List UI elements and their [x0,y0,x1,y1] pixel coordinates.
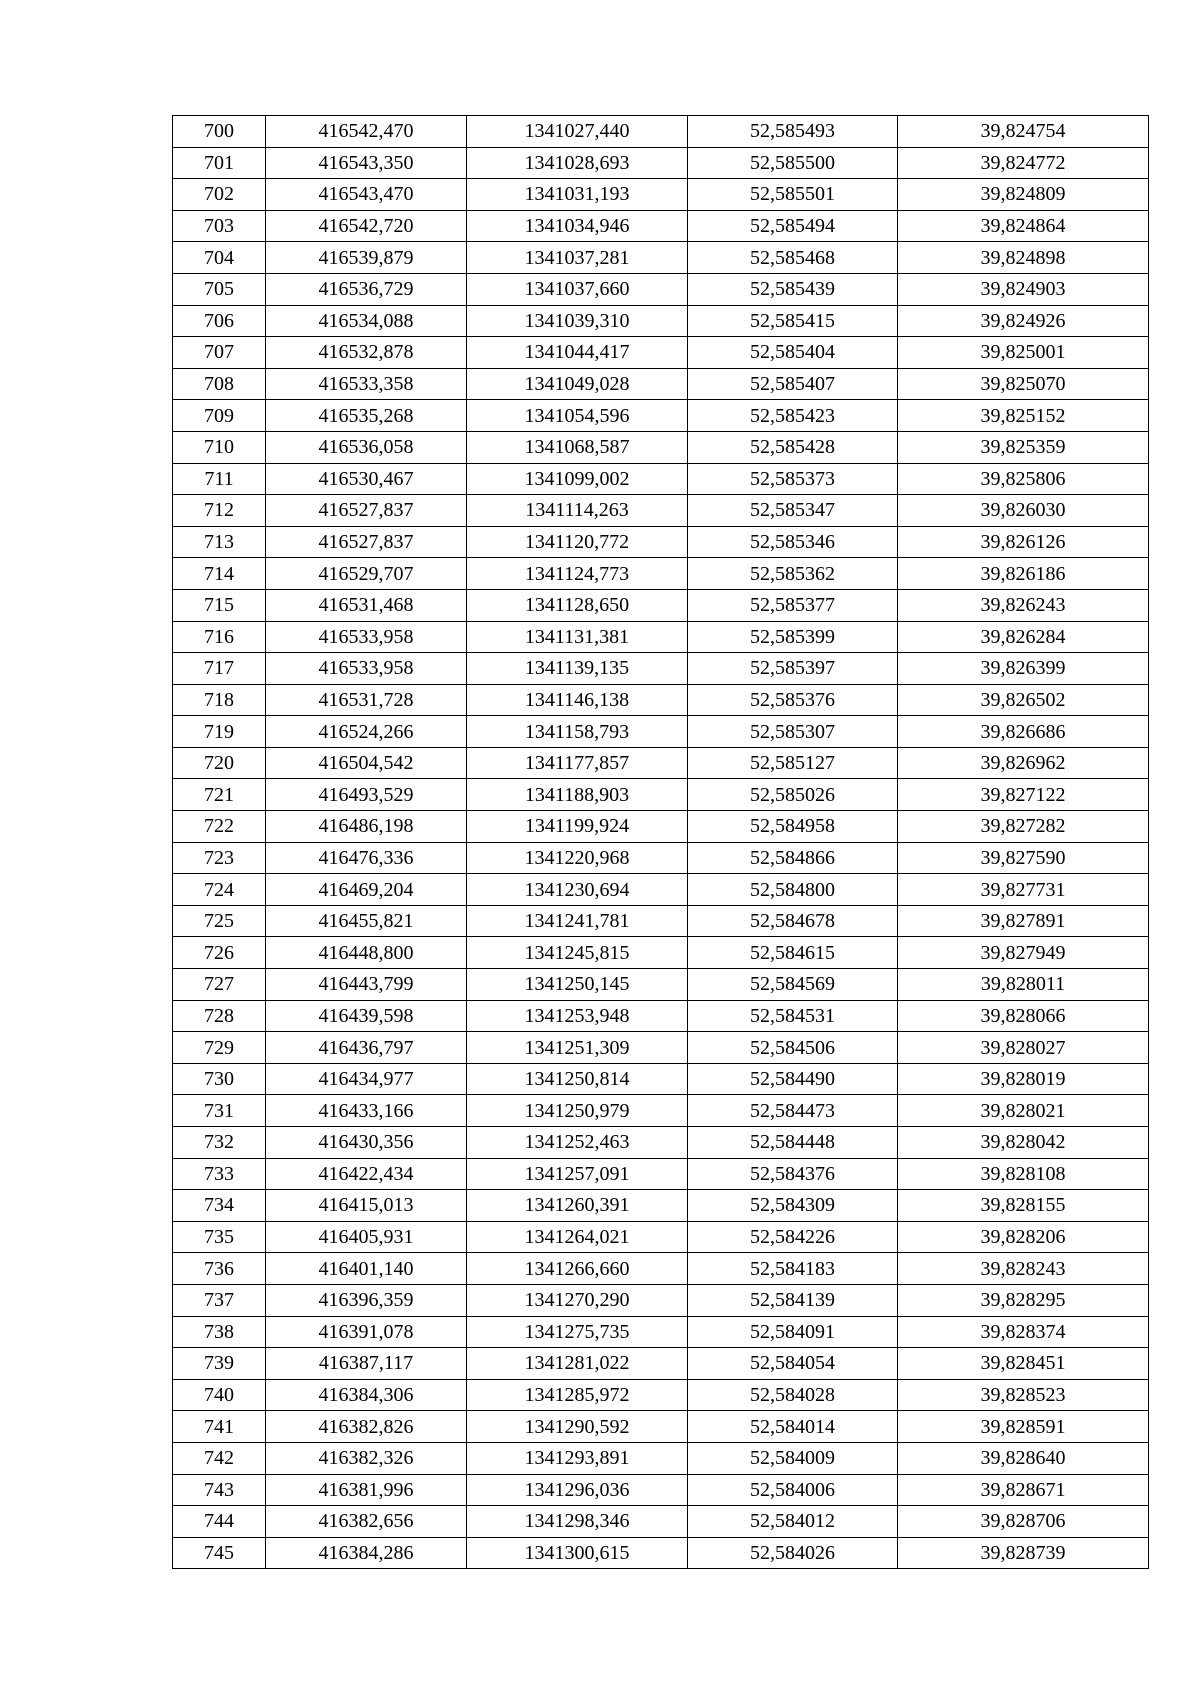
longitude-cell: 39,828671 [898,1474,1149,1506]
y-coordinate-cell: 1341230,694 [467,874,688,906]
longitude-cell: 39,828027 [898,1032,1149,1064]
latitude-cell: 52,584506 [688,1032,898,1064]
x-coordinate-cell: 416493,529 [266,779,467,811]
table-row [173,558,1149,590]
y-coordinate-cell: 1341250,814 [467,1063,688,1095]
latitude-cell: 52,584226 [688,1221,898,1253]
table-row [173,526,1149,558]
latitude-cell: 52,584006 [688,1474,898,1506]
y-coordinate-cell: 1341250,145 [467,969,688,1001]
x-coordinate-cell: 416455,821 [266,905,467,937]
y-coordinate-cell: 1341260,391 [467,1190,688,1222]
point-number-cell: 718 [173,684,266,716]
longitude-cell: 39,828108 [898,1158,1149,1190]
table-row [173,242,1149,274]
y-coordinate-cell: 1341099,002 [467,463,688,495]
point-number-cell: 729 [173,1032,266,1064]
longitude-cell: 39,828706 [898,1506,1149,1538]
latitude-cell: 52,585500 [688,147,898,179]
latitude-cell: 52,585347 [688,495,898,527]
point-number-cell: 712 [173,495,266,527]
table-row [173,368,1149,400]
latitude-cell: 52,584569 [688,969,898,1001]
y-coordinate-cell: 1341128,650 [467,589,688,621]
x-coordinate-cell: 416434,977 [266,1063,467,1095]
latitude-cell: 52,585494 [688,210,898,242]
x-coordinate-cell: 416543,470 [266,179,467,211]
longitude-cell: 39,826399 [898,653,1149,685]
y-coordinate-cell: 1341139,135 [467,653,688,685]
y-coordinate-cell: 1341253,948 [467,1000,688,1032]
longitude-cell: 39,828591 [898,1411,1149,1443]
longitude-cell: 39,824864 [898,210,1149,242]
point-number-cell: 732 [173,1127,266,1159]
coordinates-table [172,115,1149,1569]
point-number-cell: 730 [173,1063,266,1095]
latitude-cell: 52,585377 [688,589,898,621]
longitude-cell: 39,825070 [898,368,1149,400]
longitude-cell: 39,827590 [898,842,1149,874]
point-number-cell: 723 [173,842,266,874]
longitude-cell: 39,824772 [898,147,1149,179]
x-coordinate-cell: 416422,434 [266,1158,467,1190]
point-number-cell: 705 [173,273,266,305]
x-coordinate-cell: 416382,826 [266,1411,467,1443]
y-coordinate-cell: 1341300,615 [467,1537,688,1569]
table-row [173,937,1149,969]
table-row [173,1221,1149,1253]
point-number-cell: 707 [173,337,266,369]
point-number-cell: 708 [173,368,266,400]
x-coordinate-cell: 416439,598 [266,1000,467,1032]
longitude-cell: 39,828523 [898,1379,1149,1411]
latitude-cell: 52,585026 [688,779,898,811]
longitude-cell: 39,828021 [898,1095,1149,1127]
y-coordinate-cell: 1341245,815 [467,937,688,969]
coordinates-table-body [173,116,1149,1569]
longitude-cell: 39,824809 [898,179,1149,211]
point-number-cell: 714 [173,558,266,590]
point-number-cell: 724 [173,874,266,906]
table-row [173,653,1149,685]
longitude-cell: 39,824903 [898,273,1149,305]
latitude-cell: 52,584183 [688,1253,898,1285]
longitude-cell: 39,824926 [898,305,1149,337]
y-coordinate-cell: 1341251,309 [467,1032,688,1064]
latitude-cell: 52,584009 [688,1442,898,1474]
x-coordinate-cell: 416387,117 [266,1348,467,1380]
x-coordinate-cell: 416536,058 [266,431,467,463]
point-number-cell: 710 [173,431,266,463]
longitude-cell: 39,826686 [898,716,1149,748]
longitude-cell: 39,825359 [898,431,1149,463]
point-number-cell: 733 [173,1158,266,1190]
x-coordinate-cell: 416384,306 [266,1379,467,1411]
x-coordinate-cell: 416384,286 [266,1537,467,1569]
y-coordinate-cell: 1341124,773 [467,558,688,590]
latitude-cell: 52,585415 [688,305,898,337]
point-number-cell: 721 [173,779,266,811]
latitude-cell: 52,584028 [688,1379,898,1411]
x-coordinate-cell: 416535,268 [266,400,467,432]
x-coordinate-cell: 416524,266 [266,716,467,748]
longitude-cell: 39,827949 [898,937,1149,969]
y-coordinate-cell: 1341252,463 [467,1127,688,1159]
x-coordinate-cell: 416476,336 [266,842,467,874]
x-coordinate-cell: 416542,720 [266,210,467,242]
x-coordinate-cell: 416382,326 [266,1442,467,1474]
x-coordinate-cell: 416531,468 [266,589,467,621]
x-coordinate-cell: 416430,356 [266,1127,467,1159]
table-row [173,179,1149,211]
point-number-cell: 735 [173,1221,266,1253]
longitude-cell: 39,826962 [898,747,1149,779]
y-coordinate-cell: 1341044,417 [467,337,688,369]
x-coordinate-cell: 416529,707 [266,558,467,590]
latitude-cell: 52,584139 [688,1284,898,1316]
table-row [173,684,1149,716]
latitude-cell: 52,584866 [688,842,898,874]
table-row [173,1284,1149,1316]
y-coordinate-cell: 1341270,290 [467,1284,688,1316]
longitude-cell: 39,825806 [898,463,1149,495]
x-coordinate-cell: 416533,358 [266,368,467,400]
point-number-cell: 709 [173,400,266,432]
latitude-cell: 52,584054 [688,1348,898,1380]
y-coordinate-cell: 1341034,946 [467,210,688,242]
latitude-cell: 52,585423 [688,400,898,432]
longitude-cell: 39,826030 [898,495,1149,527]
latitude-cell: 52,585307 [688,716,898,748]
latitude-cell: 52,585346 [688,526,898,558]
point-number-cell: 725 [173,905,266,937]
point-number-cell: 740 [173,1379,266,1411]
point-number-cell: 701 [173,147,266,179]
latitude-cell: 52,584026 [688,1537,898,1569]
point-number-cell: 702 [173,179,266,211]
longitude-cell: 39,826502 [898,684,1149,716]
point-number-cell: 728 [173,1000,266,1032]
y-coordinate-cell: 1341158,793 [467,716,688,748]
point-number-cell: 739 [173,1348,266,1380]
x-coordinate-cell: 416405,931 [266,1221,467,1253]
x-coordinate-cell: 416381,996 [266,1474,467,1506]
latitude-cell: 52,585373 [688,463,898,495]
table-row [173,1506,1149,1538]
y-coordinate-cell: 1341199,924 [467,811,688,843]
table-row [173,1348,1149,1380]
longitude-cell: 39,828206 [898,1221,1149,1253]
latitude-cell: 52,585376 [688,684,898,716]
x-coordinate-cell: 416530,467 [266,463,467,495]
x-coordinate-cell: 416469,204 [266,874,467,906]
y-coordinate-cell: 1341296,036 [467,1474,688,1506]
table-row [173,116,1149,148]
y-coordinate-cell: 1341281,022 [467,1348,688,1380]
point-number-cell: 741 [173,1411,266,1443]
table-row [173,842,1149,874]
latitude-cell: 52,584309 [688,1190,898,1222]
latitude-cell: 52,584615 [688,937,898,969]
latitude-cell: 52,585428 [688,431,898,463]
latitude-cell: 52,585404 [688,337,898,369]
latitude-cell: 52,585397 [688,653,898,685]
longitude-cell: 39,828295 [898,1284,1149,1316]
table-row [173,874,1149,906]
x-coordinate-cell: 416436,797 [266,1032,467,1064]
table-row [173,1442,1149,1474]
y-coordinate-cell: 1341031,193 [467,179,688,211]
table-row [173,969,1149,1001]
x-coordinate-cell: 416486,198 [266,811,467,843]
x-coordinate-cell: 416531,728 [266,684,467,716]
latitude-cell: 52,584958 [688,811,898,843]
table-row [173,716,1149,748]
y-coordinate-cell: 1341120,772 [467,526,688,558]
y-coordinate-cell: 1341037,281 [467,242,688,274]
table-row [173,495,1149,527]
table-row [173,811,1149,843]
y-coordinate-cell: 1341250,979 [467,1095,688,1127]
y-coordinate-cell: 1341266,660 [467,1253,688,1285]
latitude-cell: 52,585127 [688,747,898,779]
x-coordinate-cell: 416443,799 [266,969,467,1001]
y-coordinate-cell: 1341049,028 [467,368,688,400]
x-coordinate-cell: 416533,958 [266,621,467,653]
table-row [173,905,1149,937]
point-number-cell: 716 [173,621,266,653]
latitude-cell: 52,584531 [688,1000,898,1032]
y-coordinate-cell: 1341220,968 [467,842,688,874]
longitude-cell: 39,828243 [898,1253,1149,1285]
table-row [173,337,1149,369]
y-coordinate-cell: 1341293,891 [467,1442,688,1474]
longitude-cell: 39,827731 [898,874,1149,906]
table-row [173,1379,1149,1411]
table-row [173,1411,1149,1443]
y-coordinate-cell: 1341241,781 [467,905,688,937]
point-number-cell: 713 [173,526,266,558]
y-coordinate-cell: 1341177,857 [467,747,688,779]
point-number-cell: 726 [173,937,266,969]
point-number-cell: 744 [173,1506,266,1538]
x-coordinate-cell: 416527,837 [266,495,467,527]
latitude-cell: 52,585493 [688,116,898,148]
y-coordinate-cell: 1341037,660 [467,273,688,305]
y-coordinate-cell: 1341027,440 [467,116,688,148]
x-coordinate-cell: 416543,350 [266,147,467,179]
x-coordinate-cell: 416415,013 [266,1190,467,1222]
x-coordinate-cell: 416527,837 [266,526,467,558]
point-number-cell: 704 [173,242,266,274]
latitude-cell: 52,584448 [688,1127,898,1159]
point-number-cell: 734 [173,1190,266,1222]
longitude-cell: 39,825152 [898,400,1149,432]
point-number-cell: 736 [173,1253,266,1285]
table-row [173,147,1149,179]
latitude-cell: 52,584800 [688,874,898,906]
longitude-cell: 39,824754 [898,116,1149,148]
longitude-cell: 39,824898 [898,242,1149,274]
x-coordinate-cell: 416532,878 [266,337,467,369]
point-number-cell: 742 [173,1442,266,1474]
y-coordinate-cell: 1341257,091 [467,1158,688,1190]
point-number-cell: 737 [173,1284,266,1316]
longitude-cell: 39,828042 [898,1127,1149,1159]
latitude-cell: 52,585399 [688,621,898,653]
table-row [173,589,1149,621]
table-row [173,1127,1149,1159]
table-row [173,1253,1149,1285]
y-coordinate-cell: 1341188,903 [467,779,688,811]
longitude-cell: 39,828451 [898,1348,1149,1380]
x-coordinate-cell: 416401,140 [266,1253,467,1285]
longitude-cell: 39,826284 [898,621,1149,653]
longitude-cell: 39,828155 [898,1190,1149,1222]
x-coordinate-cell: 416536,729 [266,273,467,305]
latitude-cell: 52,584012 [688,1506,898,1538]
table-row [173,463,1149,495]
latitude-cell: 52,585439 [688,273,898,305]
table-row [173,400,1149,432]
longitude-cell: 39,828640 [898,1442,1149,1474]
y-coordinate-cell: 1341028,693 [467,147,688,179]
longitude-cell: 39,828011 [898,969,1149,1001]
x-coordinate-cell: 416391,078 [266,1316,467,1348]
longitude-cell: 39,825001 [898,337,1149,369]
point-number-cell: 745 [173,1537,266,1569]
latitude-cell: 52,584678 [688,905,898,937]
latitude-cell: 52,585407 [688,368,898,400]
x-coordinate-cell: 416542,470 [266,116,467,148]
x-coordinate-cell: 416504,542 [266,747,467,779]
table-row [173,1000,1149,1032]
point-number-cell: 711 [173,463,266,495]
longitude-cell: 39,827122 [898,779,1149,811]
table-row [173,1190,1149,1222]
table-row [173,305,1149,337]
point-number-cell: 706 [173,305,266,337]
point-number-cell: 703 [173,210,266,242]
longitude-cell: 39,828019 [898,1063,1149,1095]
longitude-cell: 39,827891 [898,905,1149,937]
table-row [173,210,1149,242]
point-number-cell: 720 [173,747,266,779]
point-number-cell: 722 [173,811,266,843]
table-row [173,1095,1149,1127]
table-row [173,273,1149,305]
table-row [173,1316,1149,1348]
table-row [173,747,1149,779]
point-number-cell: 731 [173,1095,266,1127]
point-number-cell: 715 [173,589,266,621]
table-row [173,621,1149,653]
longitude-cell: 39,827282 [898,811,1149,843]
point-number-cell: 743 [173,1474,266,1506]
latitude-cell: 52,584490 [688,1063,898,1095]
y-coordinate-cell: 1341264,021 [467,1221,688,1253]
table-row [173,1032,1149,1064]
table-row [173,1474,1149,1506]
table-row [173,779,1149,811]
longitude-cell: 39,828374 [898,1316,1149,1348]
y-coordinate-cell: 1341285,972 [467,1379,688,1411]
y-coordinate-cell: 1341039,310 [467,305,688,337]
x-coordinate-cell: 416382,656 [266,1506,467,1538]
x-coordinate-cell: 416433,166 [266,1095,467,1127]
x-coordinate-cell: 416396,359 [266,1284,467,1316]
latitude-cell: 52,585501 [688,179,898,211]
point-number-cell: 719 [173,716,266,748]
table-row [173,431,1149,463]
point-number-cell: 717 [173,653,266,685]
y-coordinate-cell: 1341146,138 [467,684,688,716]
latitude-cell: 52,584376 [688,1158,898,1190]
x-coordinate-cell: 416533,958 [266,653,467,685]
latitude-cell: 52,585362 [688,558,898,590]
longitude-cell: 39,826186 [898,558,1149,590]
latitude-cell: 52,584014 [688,1411,898,1443]
y-coordinate-cell: 1341298,346 [467,1506,688,1538]
point-number-cell: 727 [173,969,266,1001]
y-coordinate-cell: 1341114,263 [467,495,688,527]
table-row [173,1063,1149,1095]
point-number-cell: 738 [173,1316,266,1348]
table-row [173,1537,1149,1569]
latitude-cell: 52,584091 [688,1316,898,1348]
x-coordinate-cell: 416539,879 [266,242,467,274]
y-coordinate-cell: 1341275,735 [467,1316,688,1348]
longitude-cell: 39,828066 [898,1000,1149,1032]
x-coordinate-cell: 416534,088 [266,305,467,337]
table-row [173,1158,1149,1190]
longitude-cell: 39,826243 [898,589,1149,621]
point-number-cell: 700 [173,116,266,148]
longitude-cell: 39,826126 [898,526,1149,558]
latitude-cell: 52,584473 [688,1095,898,1127]
longitude-cell: 39,828739 [898,1537,1149,1569]
y-coordinate-cell: 1341131,381 [467,621,688,653]
y-coordinate-cell: 1341290,592 [467,1411,688,1443]
latitude-cell: 52,585468 [688,242,898,274]
y-coordinate-cell: 1341054,596 [467,400,688,432]
x-coordinate-cell: 416448,800 [266,937,467,969]
y-coordinate-cell: 1341068,587 [467,431,688,463]
